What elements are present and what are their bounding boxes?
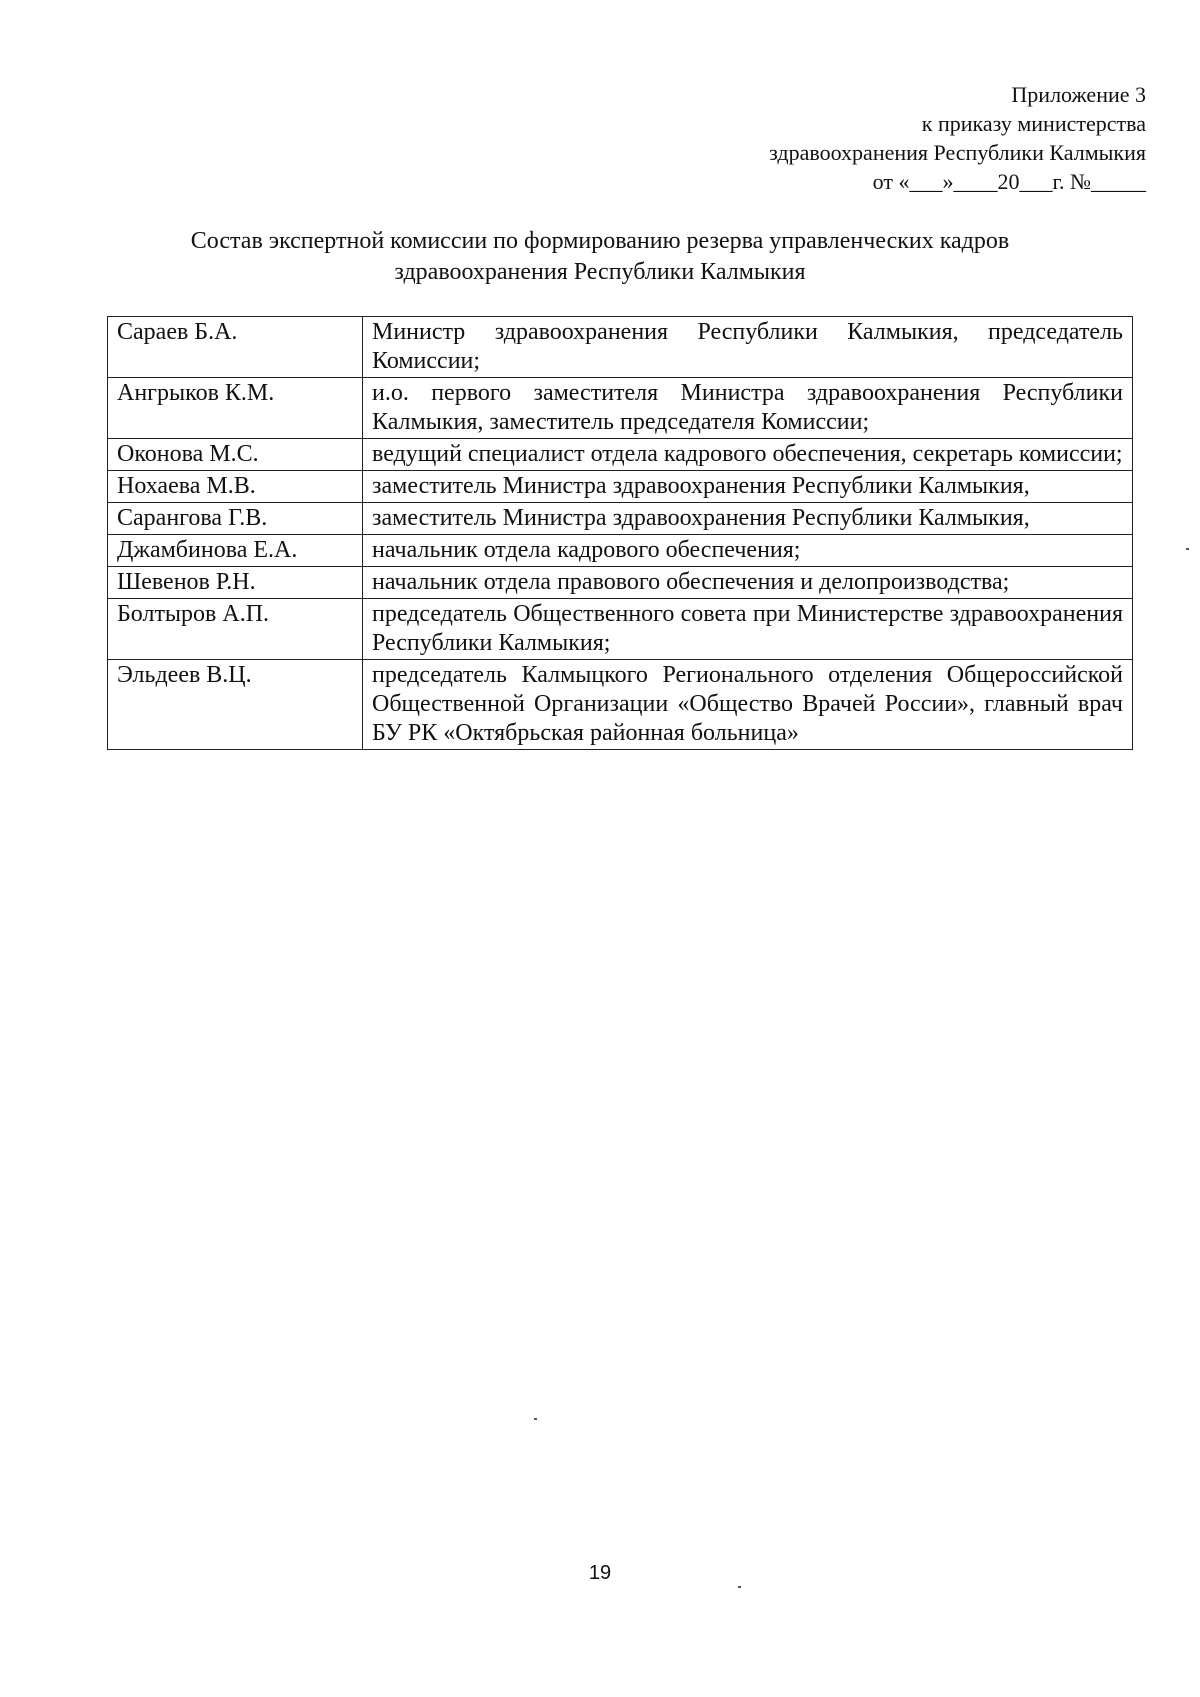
appendix-header [446,80,1146,196]
member-name: Ангрыков К.М. [108,378,363,439]
member-role: и.о. первого заместителя Министра здравоохранения Республики Калмыкия, заместитель председателя Комиссии; [363,378,1133,439]
member-role: заместитель Министра здравоохранения Республики Калмыкия, [363,503,1133,535]
document-title-line-1: Состав экспертной комиссии по формированию резерва управленческих кадров [190,228,1010,254]
member-name: Сараев Б.А. [108,317,363,378]
table-row [108,535,1133,567]
member-role: начальник отдела правового обеспечения и делопроизводства; [363,567,1133,599]
member-role: Министр здравоохранения Республики Калмыкия, председатель Комиссии; [363,317,1133,378]
table-row [108,503,1133,535]
table-row [108,599,1133,660]
commission-table [107,316,1133,750]
scan-speck [534,1418,537,1420]
table-row [108,378,1133,439]
scan-speck [738,1586,741,1588]
member-role: председатель Общественного совета при Министерстве здравоохранения Республики Калмыкия; [363,599,1133,660]
member-name: Болтыров А.П. [108,599,363,660]
member-role: председатель Калмыцкого Регионального отделения Общероссийской Общественной Организации «Общество Врачей России», главный врач БУ РК «Октябрьская районная больница» [363,660,1133,750]
scan-speck [1186,548,1189,550]
member-name: Оконова М.С. [108,439,363,471]
appendix-number: Приложение 3 [1011,82,1146,107]
member-role: заместитель Министра здравоохранения Республики Калмыкия, [363,471,1133,503]
table-row [108,471,1133,503]
member-role: начальник отдела кадрового обеспечения; [363,535,1133,567]
appendix-order-ref: к приказу министерства [921,111,1146,136]
member-name: Нохаева М.В. [108,471,363,503]
table-row [108,567,1133,599]
table-row [108,317,1133,378]
appendix-date-number: от «___»____20___г. №_____ [872,169,1146,194]
document-title [100,226,1100,288]
table-row [108,660,1133,750]
member-name: Эльдеев В.Ц. [108,660,363,750]
table-row [108,439,1133,471]
member-name: Шевенов Р.Н. [108,567,363,599]
member-role: ведущий специалист отдела кадрового обеспечения, секретарь комиссии; [363,439,1133,471]
page-number: 19 [588,1562,612,1584]
member-name: Джамбинова Е.А. [108,535,363,567]
document-title-line-2: здравоохранения Республики Калмыкия [394,259,806,285]
appendix-ministry: здравоохранения Республики Калмыкия [769,140,1146,165]
member-name: Сарангова Г.В. [108,503,363,535]
